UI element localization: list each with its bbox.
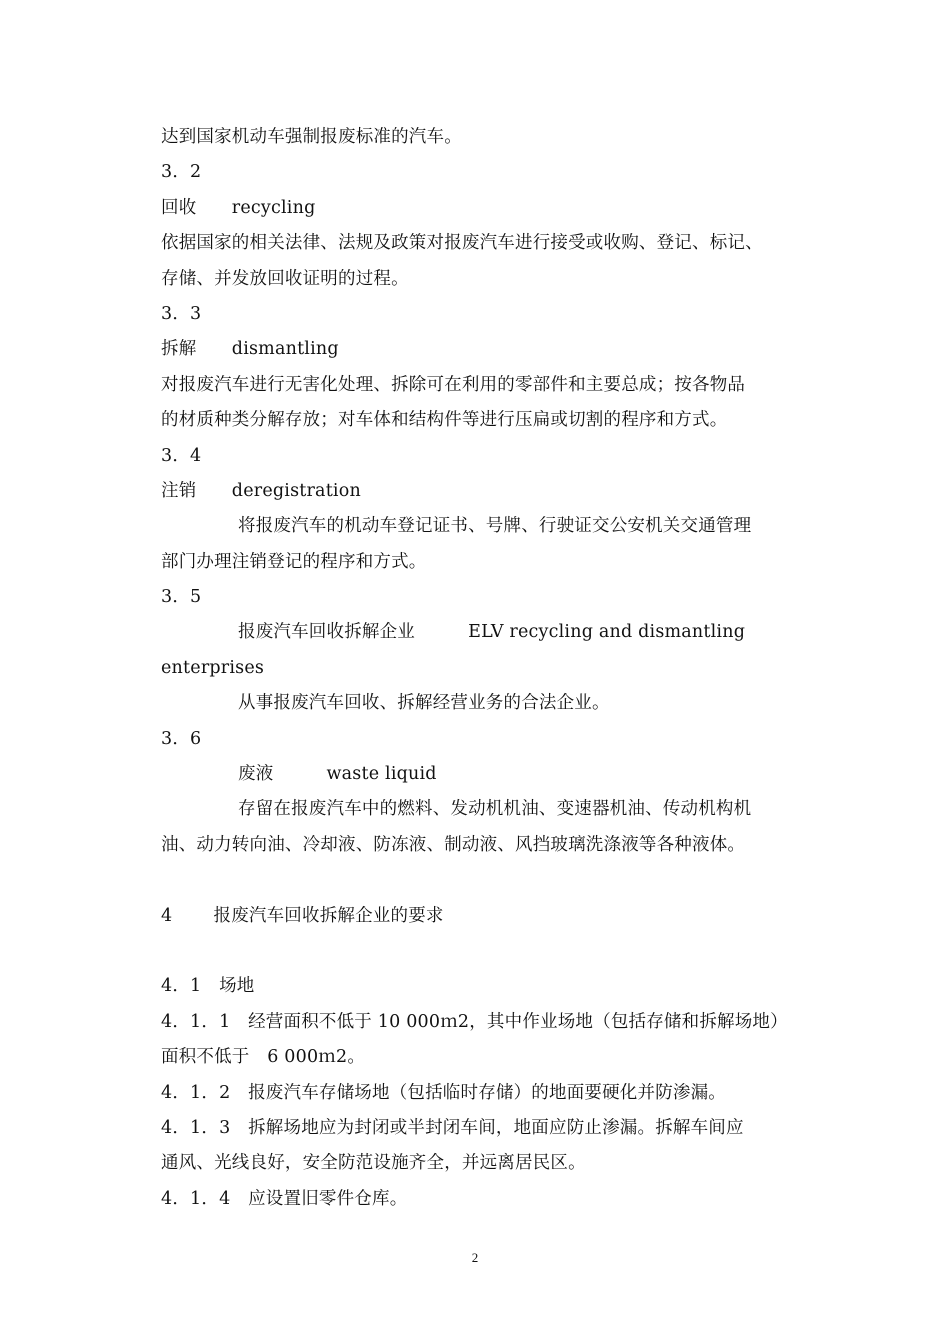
spacer xyxy=(161,934,801,969)
section-number: 3．4 xyxy=(161,445,202,466)
page-number: 2 xyxy=(471,1250,479,1265)
section-number: 3．2 xyxy=(161,162,202,183)
text-line: 面积不低于 6 000ｍ2。 xyxy=(161,1047,366,1068)
section-number: 3．6 xyxy=(161,728,202,749)
text-line: 存留在报废汽车中的燃料、发动机机油、变速器机油、传动机构机 xyxy=(238,799,752,820)
spacer xyxy=(161,863,801,898)
text-line: 对报废汽车进行无害化处理、拆除可在利用的零部件和主要总成；按各物品 xyxy=(161,374,746,395)
term-heading-continued: enterprises xyxy=(161,657,265,678)
text-line: 依据国家的相关法律、法规及政策对报废汽车进行接受或收购、登记、标记、 xyxy=(161,233,763,254)
clause-line: 4．1．3 拆解场地应为封闭或半封闭车间，地面应防止渗漏。拆解车间应 xyxy=(161,1117,744,1138)
text-line: 的材质种类分解存放；对车体和结构件等进行压扁或切割的程序和方式。 xyxy=(161,410,728,431)
term-heading: 废液 waste liquid xyxy=(238,764,437,785)
term-heading: 报废汽车回收拆解企业 ELV recycling and dismantling xyxy=(238,622,746,643)
text-line: 从事报废汽车回收、拆解经营业务的合法企业。 xyxy=(238,693,610,714)
text-line: 部门办理注销登记的程序和方式。 xyxy=(161,551,427,572)
subsection-heading: 4．1 场地 xyxy=(161,976,255,997)
text-line: 达到国家机动车强制报废标准的汽车。 xyxy=(161,127,462,147)
term-heading: 拆解 dismantling xyxy=(161,339,339,360)
text-line: 通风、光线良好，安全防范设施齐全，并远离居民区。 xyxy=(161,1153,586,1174)
chapter-heading: 4 报废汽车回收拆解企业的要求 xyxy=(161,905,444,926)
text-line: 将报废汽车的机动车登记证书、号牌、行驶证交公安机关交通管理 xyxy=(238,516,752,537)
clause-line: 4．1．1 经营面积不低于 10 000ｍ2，其中作业场地（包括存储和拆解场地） xyxy=(161,1011,788,1032)
clause-line: 4．1．2 报废汽车存储场地（包括临时存储）的地面要硬化并防渗漏。 xyxy=(161,1082,726,1103)
document-body xyxy=(161,120,801,1217)
section-number: 3．5 xyxy=(161,587,202,608)
section-number: 3．3 xyxy=(161,303,202,324)
text-line: 存储、并发放回收证明的过程。 xyxy=(161,268,409,289)
text-line: 油、动力转向油、冷却液、防冻液、制动液、风挡玻璃洗涤液等各种液体。 xyxy=(161,834,746,855)
term-heading: 注销 deregistration xyxy=(161,480,361,501)
clause-line: 4．1．4 应设置旧零件仓库。 xyxy=(161,1188,408,1209)
term-heading: 回收 recycling xyxy=(161,197,316,218)
